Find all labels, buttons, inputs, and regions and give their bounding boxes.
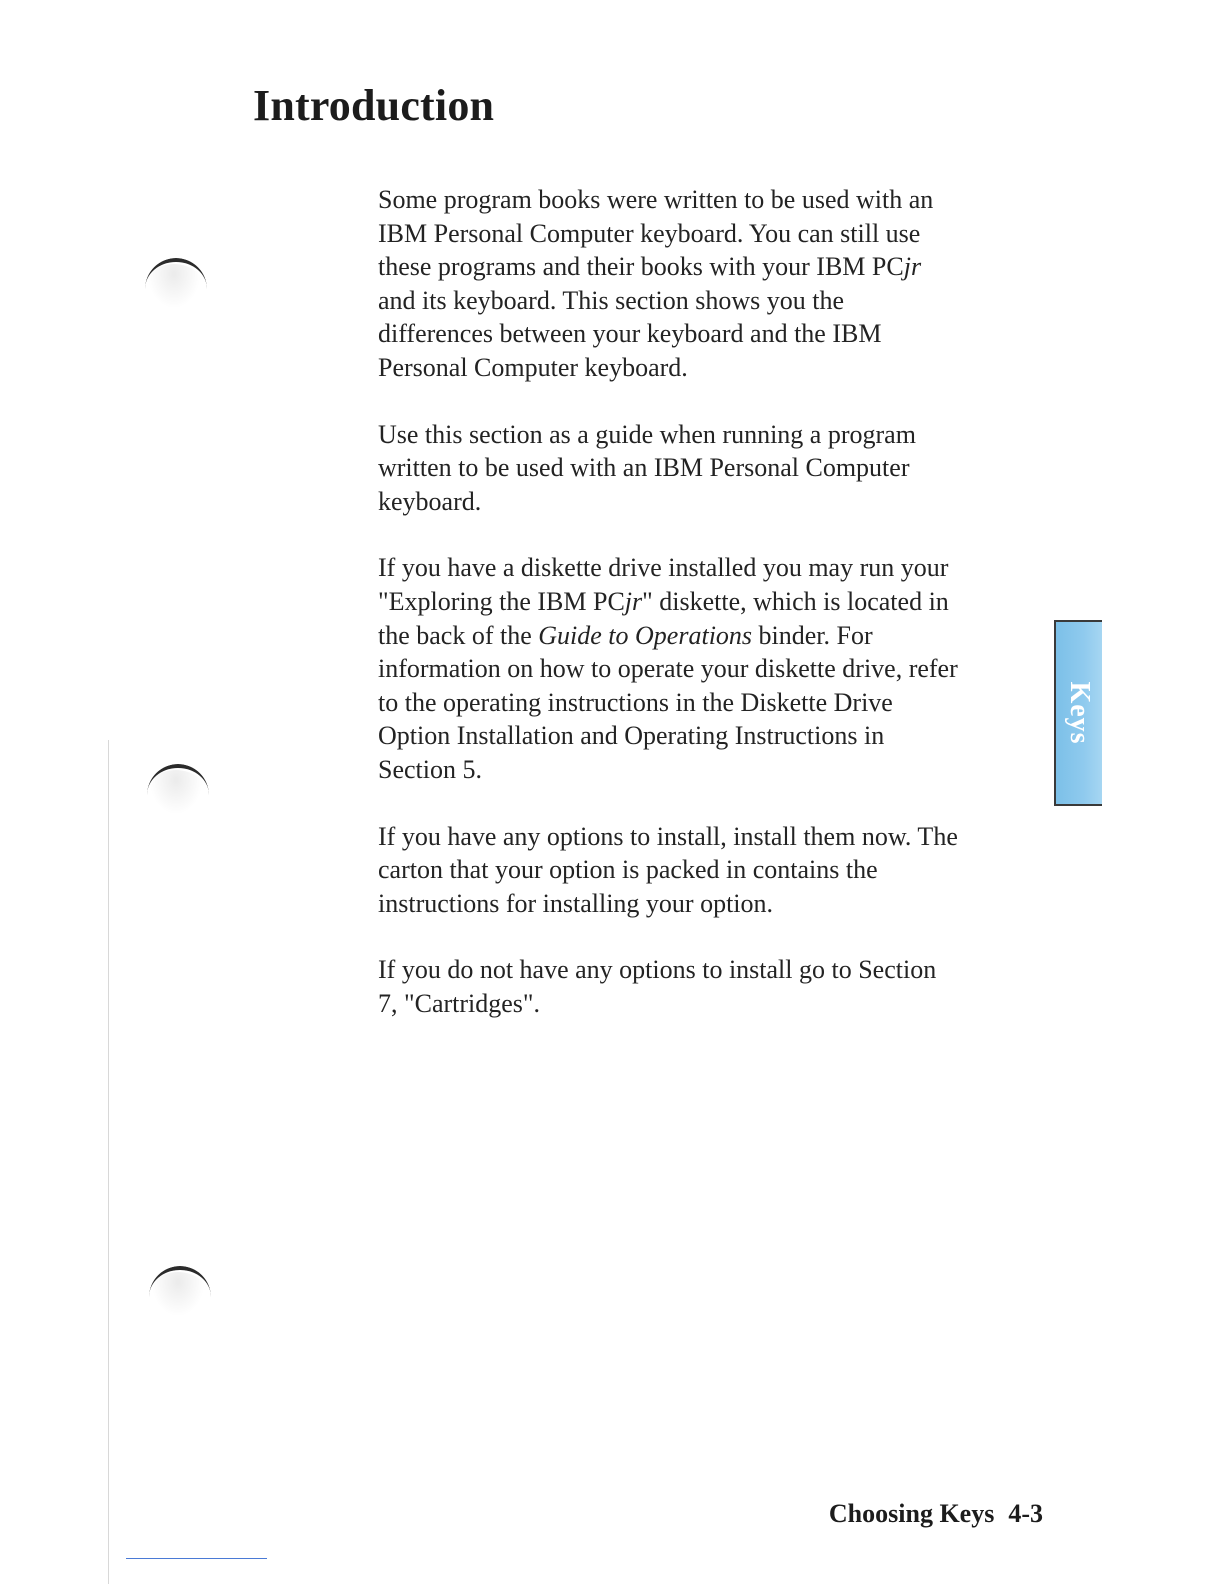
pcjr-suffix: jr (624, 586, 643, 616)
text-line: If you have any options to install, install them now. The (378, 821, 958, 851)
text-line: IBM Personal Computer keyboard. You can still use (378, 218, 921, 248)
text-line-part: these programs and their books with your IBM PC (378, 252, 904, 282)
text-line-part: "Exploring the IBM PC (378, 586, 625, 616)
text-line: information on how to operate your diskette drive, refer (378, 654, 958, 684)
guide-title: Guide to Operations (538, 620, 753, 650)
text-line: 7, "Cartridges". (378, 988, 541, 1018)
paragraph-2 (378, 418, 1068, 519)
text-line: to the operating instructions in the Diskette Drive (378, 687, 893, 717)
paragraph-5 (378, 953, 1068, 1020)
margin-rule (108, 740, 109, 1584)
text-line (378, 250, 1068, 284)
text-line: If you have a diskette drive installed you may run your (378, 553, 949, 583)
page-footer (829, 1499, 1043, 1529)
binder-hole-middle (147, 764, 209, 826)
text-line: keyboard. (378, 486, 482, 516)
body-text (378, 183, 1068, 1053)
text-line: If you do not have any options to install go to Section (378, 955, 937, 985)
text-line: and its keyboard. This section shows you the (378, 285, 845, 315)
text-line: differences between your keyboard and the IBM (378, 319, 882, 349)
paragraph-4 (378, 820, 1068, 921)
text-line: Section 5. (378, 754, 482, 784)
pcjr-suffix: jr (903, 252, 922, 282)
text-line: Option Installation and Operating Instructions in (378, 721, 885, 751)
section-tab-keys (1054, 620, 1102, 806)
text-line: Personal Computer keyboard. (378, 352, 688, 382)
footer-section-title: Choosing Keys (828, 1499, 995, 1528)
text-line-part: the back of the (378, 620, 539, 650)
text-line: Some program books were written to be used with an (378, 185, 934, 214)
text-line (378, 619, 1068, 653)
binder-hole-bottom (149, 1266, 211, 1328)
page-number: 4-3 (1008, 1499, 1043, 1528)
text-line: instructions for installing your option. (378, 888, 774, 918)
text-line (378, 585, 1068, 619)
text-line: carton that your option is packed in contains the (378, 855, 878, 885)
text-line: Use this section as a guide when running a program (378, 419, 916, 449)
text-line-part: binder. For (752, 620, 873, 650)
section-tab-label: Keys (1064, 681, 1095, 745)
text-line-part: " diskette, which is located in (642, 586, 949, 616)
page-title: Introduction (253, 81, 495, 130)
text-line: written to be used with an IBM Personal Computer (378, 453, 910, 483)
bottom-rule (126, 1558, 267, 1559)
binder-hole-top (145, 258, 207, 320)
paragraph-3 (378, 551, 1068, 786)
paragraph-1 (378, 183, 1068, 385)
